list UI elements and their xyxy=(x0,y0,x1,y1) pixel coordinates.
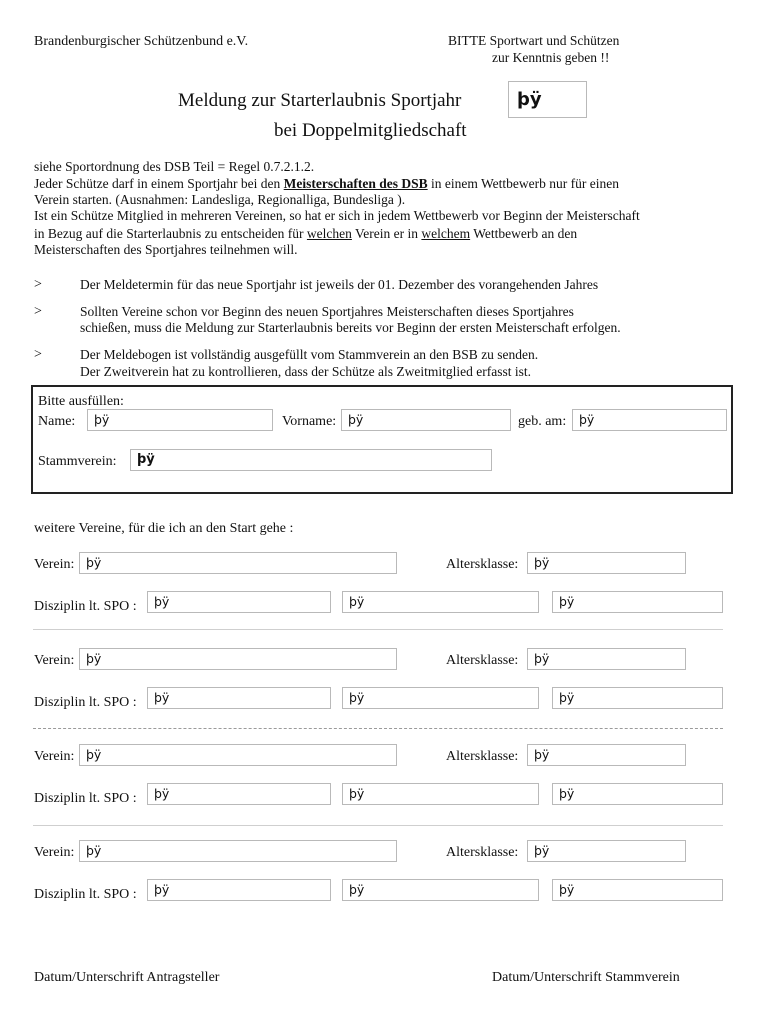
disziplin-input-2[interactable]: þÿ xyxy=(342,591,539,613)
verein-label: Verein: xyxy=(34,557,75,572)
page-title: Meldung zur Starterlaubnis Sportjahr xyxy=(178,90,462,111)
intro-line-6: Meisterschaften des Sportjahres teilnehmen will. xyxy=(34,242,298,257)
section-divider xyxy=(33,629,723,630)
altersklasse-label: Altersklasse: xyxy=(446,845,519,860)
verein-input[interactable]: þÿ xyxy=(79,744,397,766)
notice-line-2: zur Kenntnis geben !! xyxy=(492,50,610,65)
name-input[interactable]: þÿ xyxy=(87,409,273,431)
intro-text: Jeder Schütze darf in einem Sportjahr bei den xyxy=(34,176,284,191)
signature-club-label: Datum/Unterschrift Stammverein xyxy=(492,970,680,985)
disziplin-label: Disziplin lt. SPO : xyxy=(34,791,137,806)
bullet-3-line-1: Der Meldebogen ist vollständig ausgefüllt vom Stammverein an den BSB zu senden. xyxy=(80,347,539,362)
stammverein-input[interactable]: þÿ xyxy=(130,449,492,471)
altersklasse-input[interactable]: þÿ xyxy=(527,744,686,766)
altersklasse-label: Altersklasse: xyxy=(446,557,519,572)
vorname-input[interactable]: þÿ xyxy=(341,409,511,431)
bullet-3-line-2: Der Zweitverein hat zu kontrollieren, dass der Schütze als Zweitmitglied erfasst ist. xyxy=(80,364,531,379)
disziplin-input-1[interactable]: þÿ xyxy=(147,591,331,613)
disziplin-input-1[interactable]: þÿ xyxy=(147,879,331,901)
intro-line-2 xyxy=(34,176,619,192)
verein-input[interactable]: þÿ xyxy=(79,648,397,670)
intro-line-4: Ist ein Schütze Mitglied in mehreren Vereinen, so hat er sich in jedem Wettbewerb vor Beginn der Meisterschaft xyxy=(34,208,640,223)
intro-line-5 xyxy=(34,226,577,242)
clubs-heading: weitere Vereine, für die ich an den Start gehe : xyxy=(34,521,294,536)
section-divider xyxy=(33,825,723,826)
disziplin-input-3[interactable]: þÿ xyxy=(552,783,723,805)
name-label: Name: xyxy=(38,414,76,429)
org-name: Brandenburgischer Schützenbund e.V. xyxy=(34,34,249,49)
disziplin-input-3[interactable]: þÿ xyxy=(552,687,723,709)
disziplin-label: Disziplin lt. SPO : xyxy=(34,695,137,710)
intro-emphasis: Meisterschaften des DSB xyxy=(283,176,428,191)
bullet-marker: > xyxy=(34,277,42,292)
bullet-marker: > xyxy=(34,304,42,319)
disziplin-input-2[interactable]: þÿ xyxy=(342,879,539,901)
disziplin-label: Disziplin lt. SPO : xyxy=(34,887,137,902)
bullet-marker: > xyxy=(34,347,42,362)
disziplin-input-2[interactable]: þÿ xyxy=(342,783,539,805)
bullet-2-line-1: Sollten Vereine schon vor Beginn des neuen Sportjahres Meisterschaften dieses Sportjahres xyxy=(80,304,574,319)
intro-underline: welchen xyxy=(306,226,352,241)
disziplin-label: Disziplin lt. SPO : xyxy=(34,599,137,614)
fill-in-heading: Bitte ausfüllen: xyxy=(38,394,124,409)
birthdate-input[interactable]: þÿ xyxy=(572,409,727,431)
altersklasse-label: Altersklasse: xyxy=(446,749,519,764)
rule-reference: siehe Sportordnung des DSB Teil = Regel 0.7.2.1.2. xyxy=(34,159,315,174)
disziplin-input-3[interactable]: þÿ xyxy=(552,879,723,901)
verein-input[interactable]: þÿ xyxy=(79,552,397,574)
disziplin-input-1[interactable]: þÿ xyxy=(147,687,331,709)
intro-text: Wettbewerb an den xyxy=(470,226,578,241)
disziplin-input-3[interactable]: þÿ xyxy=(552,591,723,613)
intro-text: in Bezug auf die Starterlaubnis zu entscheiden für xyxy=(34,226,307,241)
signature-applicant-label: Datum/Unterschrift Antragsteller xyxy=(34,970,220,985)
altersklasse-input[interactable]: þÿ xyxy=(527,840,686,862)
verein-label: Verein: xyxy=(34,845,75,860)
personal-data-box xyxy=(31,385,733,494)
page-subtitle: bei Doppelmitgliedschaft xyxy=(274,120,467,141)
intro-text: Verein er in xyxy=(351,226,422,241)
intro-text: in einem Wettbewerb nur für einen xyxy=(427,176,620,191)
verein-input[interactable]: þÿ xyxy=(79,840,397,862)
notice-line-1: BITTE Sportwart und Schützen xyxy=(448,33,620,48)
bullet-2-line-2: schießen, muss die Meldung zur Starterlaubnis bereits vor Beginn der ersten Meisterschaft erfolgen. xyxy=(80,320,621,335)
intro-line-3: Verein starten. (Ausnahmen: Landesliga, Regionalliga, Bundesliga ). xyxy=(34,192,406,207)
verein-label: Verein: xyxy=(34,653,75,668)
disziplin-input-1[interactable]: þÿ xyxy=(147,783,331,805)
stammverein-label: Stammverein: xyxy=(38,454,117,469)
verein-label: Verein: xyxy=(34,749,75,764)
altersklasse-label: Altersklasse: xyxy=(446,653,519,668)
disziplin-input-2[interactable]: þÿ xyxy=(342,687,539,709)
intro-underline: welchem xyxy=(421,226,471,241)
altersklasse-input[interactable]: þÿ xyxy=(527,552,686,574)
vorname-label: Vorname: xyxy=(282,414,337,429)
altersklasse-input[interactable]: þÿ xyxy=(527,648,686,670)
bullet-1-text: Der Meldetermin für das neue Sportjahr ist jeweils der 01. Dezember des vorangehenden Jahres xyxy=(80,277,599,292)
birthdate-label: geb. am: xyxy=(518,414,567,429)
sportjahr-field[interactable]: þÿ xyxy=(508,81,587,118)
section-divider xyxy=(33,728,723,729)
